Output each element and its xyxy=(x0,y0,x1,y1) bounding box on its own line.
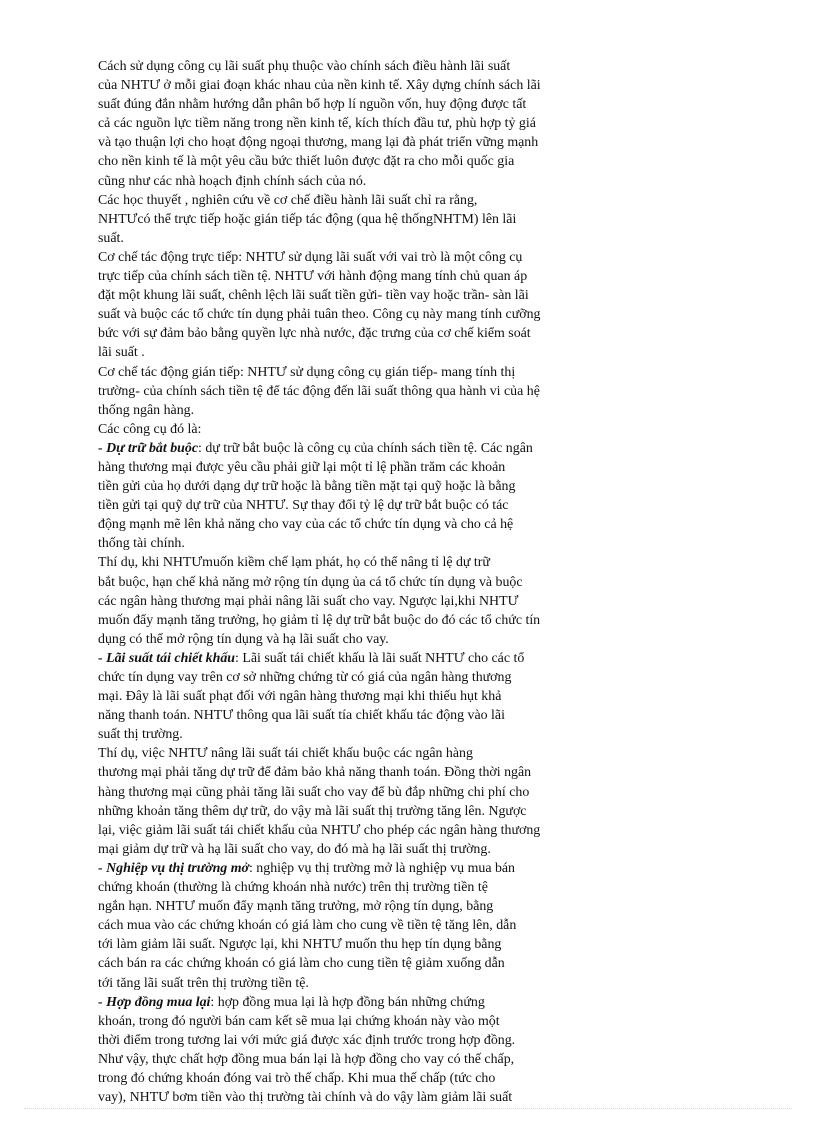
text-fragment: : Lãi suất tái chiết khấu là lãi suất NHTƯ cho các tổ xyxy=(235,650,525,666)
text-line: động mạnh mẽ lên khả năng cho vay của các tổ chức tín dụng và cho cả hệ xyxy=(98,517,514,533)
text-fragment: : dự trữ bắt buộc là công cụ của chính sách tiền tệ. Các ngân xyxy=(198,440,533,456)
text-line: Cơ chế tác động trực tiếp: NHTƯ sử dụng lãi suất với vai trò là một công cụ xyxy=(98,249,523,265)
text-line: Như vậy, thực chất hợp đồng mua bán lại là hợp đồng cho vay có thế chấp, xyxy=(98,1051,515,1067)
text-line: của NHTƯ ở mỗi giai đoạn khác nhau của nền kinh tế. Xây dựng chính sách lãi xyxy=(98,78,541,94)
term-rediscount-rate: - Lãi suất tái chiết khấu xyxy=(98,650,235,666)
term-open-market-operations: - Nghiệp vụ thị trường mở xyxy=(98,860,249,876)
text-line: dụng có thể mở rộng tín dụng và hạ lãi suất cho vay. xyxy=(98,631,389,647)
text-line: hàng thương mại cũng phải tăng lãi suất cho vay để bù đắp những chi phí cho xyxy=(98,784,530,800)
text-fragment: : nghiệp vụ thị trường mở là nghiệp vụ mua bán xyxy=(248,860,516,876)
term-reserve-requirement: - Dự trữ bắt buộc xyxy=(98,440,198,456)
text-line: khoán, trong đó người bán cam kết sẽ mua lại chứng khoán này vào một xyxy=(98,1013,500,1029)
text-line: vay), NHTƯ bơm tiền vào thị trường tài chính và do vậy làm giảm lãi suất xyxy=(98,1090,513,1106)
term-line xyxy=(98,859,622,878)
text-line: suất. xyxy=(98,230,124,246)
text-line: chứng khoán (thường là chứng khoán nhà nước) trên thị trường tiền tệ xyxy=(98,880,488,896)
text-line: trực tiếp của chính sách tiền tệ. NHTƯ với hành động mang tính chủ quan áp xyxy=(98,269,528,285)
text-line: bức với sự đảm bảo bằng quyền lực nhà nước, đặc trưng của cơ chế kiểm soát xyxy=(98,326,531,342)
text-line: suất đúng đắn nhằm hướng dẫn phân bổ hợp lí nguồn vốn, huy động được tất xyxy=(98,97,527,113)
text-line: Các công cụ đó là: xyxy=(98,421,202,437)
term-repurchase-agreement: - Hợp đồng mua lại xyxy=(98,994,211,1010)
text-line: các ngân hàng thương mại phải nâng lãi suất cho vay. Ngược lại,khi NHTƯ xyxy=(98,593,519,609)
text-line: và tạo thuận lợi cho hoạt động ngoại thương, mang lại đà phát triển vững mạnh xyxy=(98,135,539,151)
text-line: Các học thuyết , nghiên cứu về cơ chế điều hành lãi suất chỉ ra rằng, xyxy=(98,192,478,208)
text-line: thống tài chính. xyxy=(98,536,185,552)
text-line: Cơ chế tác động gián tiếp: NHTƯ sử dụng công cụ gián tiếp- mang tính thị xyxy=(98,364,516,380)
text-line: cách bán ra các chứng khoán có giá làm cho cung tiền tệ giảm xuống dẫn xyxy=(98,956,505,972)
text-line: bắt buộc, hạn chế khả năng mở rộng tín dụng ủa cá tổ chức tín dụng và buộc xyxy=(98,574,523,590)
text-line: cho nền kinh tế là một yêu cầu bức thiết luôn được đặt ra cho mỗi quốc gia xyxy=(98,154,515,170)
text-line: cả các nguồn lực tiềm năng trong nền kinh tế, kích thích đầu tư, phù hợp tỷ giá xyxy=(98,116,536,132)
text-line: đặt một khung lãi suất, chênh lệch lãi suất tiền gửi- tiền vay hoặc trần- sàn lãi xyxy=(98,288,529,304)
text-line: trong đó chứng khoán đóng vai trò thế chấp. Khi mua thế chấp (tức cho xyxy=(98,1070,496,1086)
text-line: cũng như các nhà hoạch định chính sách của nó. xyxy=(98,173,367,189)
text-line: lại, việc giảm lãi suất tái chiết khấu của NHTƯ cho phép các ngân hàng thương xyxy=(98,822,541,838)
term-line xyxy=(98,439,622,458)
text-line: hàng thương mại được yêu cầu phải giữ lại một tỉ lệ phần trăm các khoản xyxy=(98,459,506,475)
text-line: tới làm giảm lãi suất. Ngược lại, khi NHTƯ muốn thu hẹp tín dụng bằng xyxy=(98,937,502,953)
text-line: mại. Đây là lãi suất phạt đối với ngân hàng thương mại khi thiếu hụt khả xyxy=(98,689,502,705)
text-line: chức tín dụng vay trên cơ sở những chứng từ có giá của ngân hàng thương xyxy=(98,670,512,685)
text-line: thương mại phải tăng dự trữ để đảm bảo khả năng thanh toán. Đồng thời ngân xyxy=(98,765,532,781)
document-body xyxy=(98,57,622,1107)
text-line: tới tăng lãi suất trên thị trường tiền tệ. xyxy=(98,975,309,991)
text-line: tiền gửi tại quỹ dự trữ của NHTƯ. Sự thay đổi tỷ lệ dự trữ bắt buộc có tác xyxy=(98,498,509,514)
text-line: thời điểm trong tương lai với mức giá được xác định trước trong hợp đồng. xyxy=(98,1032,516,1048)
text-line: suất và buộc các tổ chức tín dụng phải tuân theo. Công cụ này mang tính cưỡng xyxy=(98,307,541,323)
text-line: Thí dụ, việc NHTƯ nâng lãi suất tái chiết khấu buộc các ngân hàng xyxy=(98,746,473,762)
text-line: cách mua vào các chứng khoán có giá làm cho cung về tiền tệ tăng lên, dẫn xyxy=(98,918,517,934)
text-line: tiền gửi của họ dưới dạng dự trữ hoặc là bằng tiền mặt tại quỹ hoặc là bằng xyxy=(98,479,516,495)
text-line: NHTƯcó thể trực tiếp hoặc gián tiếp tác động (qua hệ thốngNHTM) lên lãi xyxy=(98,211,517,227)
text-line: suất thị trường. xyxy=(98,727,183,743)
text-line: thống ngân hàng. xyxy=(98,402,195,418)
text-line: Cách sử dụng công cụ lãi suất phụ thuộc vào chính sách điều hành lãi suất xyxy=(98,59,511,74)
text-line: mại giảm dự trữ và hạ lãi suất cho vay, do đó mà hạ lãi suất thị trường. xyxy=(98,841,491,857)
text-line: trường- của chính sách tiền tệ để tác động đến lãi suất thông qua hành vi của hệ xyxy=(98,383,540,399)
text-line: Thí dụ, khi NHTƯmuốn kiềm chế lạm phát, họ có thể nâng tỉ lệ dự trữ xyxy=(98,555,490,571)
text-line: lãi suất . xyxy=(98,345,145,361)
term-line xyxy=(98,649,622,668)
text-line: muốn đẩy mạnh tăng trưởng, họ giảm tỉ lệ dự trữ bắt buộc do đó các tổ chức tín xyxy=(98,612,541,628)
term-line xyxy=(98,993,622,1012)
page-bottom-divider xyxy=(24,1108,792,1109)
text-line: ngắn hạn. NHTƯ muốn đẩy mạnh tăng trưởng, mở rộng tín dụng, bằng xyxy=(98,899,494,915)
text-line: năng thanh toán. NHTƯ thông qua lãi suất tía chiết khấu tác động vào lãi xyxy=(98,708,505,724)
text-fragment: : hợp đồng mua lại là hợp đồng bán những chứng xyxy=(210,994,485,1010)
text-line: những khoản tăng thêm dự trữ, do vậy mà lãi suất thị trường tăng lên. Ngược xyxy=(98,803,527,819)
